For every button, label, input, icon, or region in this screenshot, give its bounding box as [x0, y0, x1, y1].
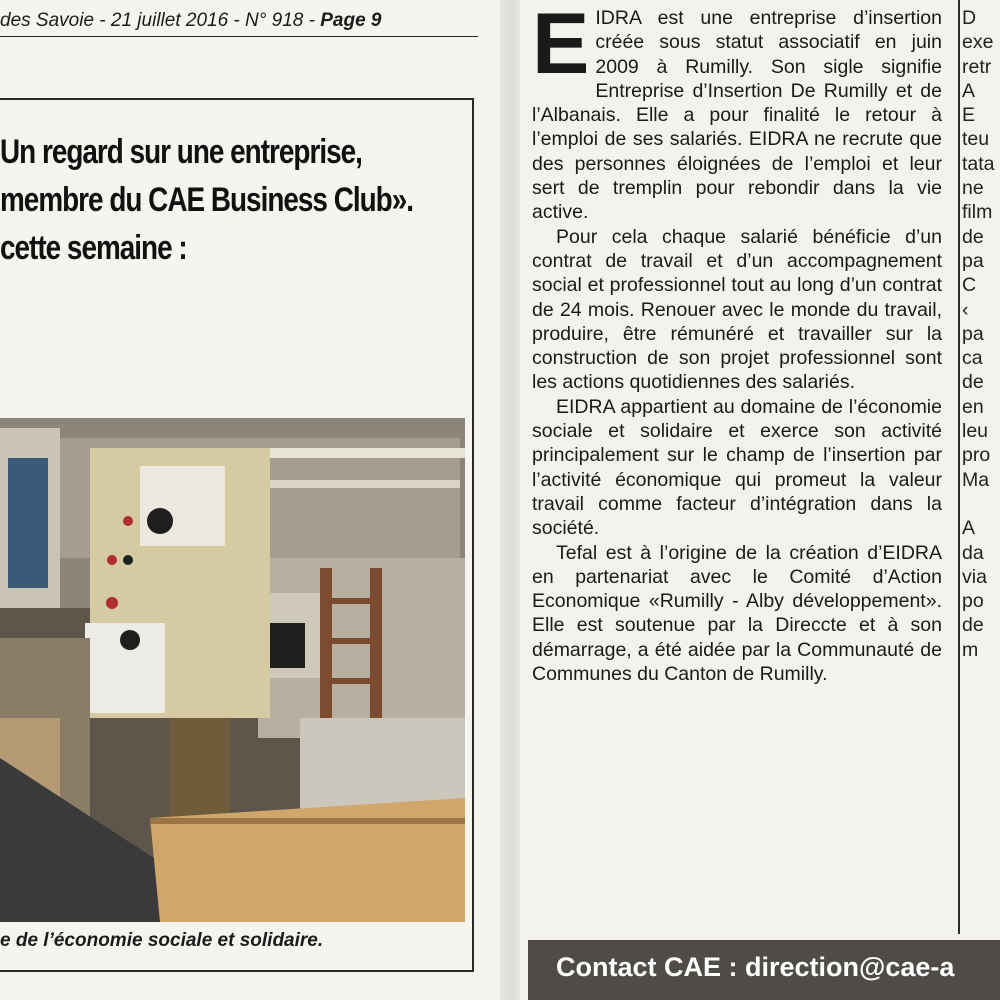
adjacent-line: en [962, 395, 984, 418]
article-paragraph-1-text: IDRA est une entreprise d’insertion créée sous statut associatif en juin 2009 à Rumilly. Son sigle signifie Entreprise d’Insertion De Rumilly et de l’Albanais. Elle a pour finalité le retour à l’emploi de ses salariés. EIDRA ne recrute que des personnes éloignées de l’emploi et leur sert de tremplin pour rebondir dans la vie active. [532, 7, 942, 224]
adjacent-line: tata [962, 152, 995, 175]
contact-banner [528, 940, 1000, 1000]
intro-title [0, 128, 413, 272]
adjacent-line: C [962, 274, 977, 297]
article-paragraph-1 [532, 0, 942, 225]
adjacent-line: po [962, 590, 984, 613]
article-paragraph-2: Pour cela chaque salarié bénéficie d’un contrat de travail et d’un accompagnement social et professionnel tout au long d’un contrat de 24 mois. Renouer avec le monde du travail, produire, être rémunéré et travailler sur la construction de son projet professionnel sont les actions quotidiennes des salariés. [532, 225, 942, 394]
adjacent-line: pa [962, 322, 984, 345]
contact-text: Contact CAE : direction@cae-a [556, 952, 955, 982]
adjacent-line: Ma [962, 468, 990, 491]
adjacent-line: film [962, 201, 993, 224]
header-page-number: Page 9 [320, 10, 382, 31]
page-header [0, 10, 478, 37]
workshop-photo [0, 418, 465, 922]
article-paragraph-3: EIDRA appartient au domaine de l’économie sociale et solidaire et exerce son activité principalement sur le champ de l’insertion par l’activité économique qui promeut la valeur travail comme facteur d’intégration dans la société. [532, 395, 942, 540]
adjacent-line: de [962, 225, 984, 248]
adjacent-column-fragment [962, 6, 1000, 662]
adjacent-line: D [962, 7, 977, 29]
page-gutter [500, 0, 520, 1000]
photo-caption: e de l’économie sociale et solidaire. [0, 930, 324, 951]
adjacent-line [962, 492, 1000, 516]
intro-line-3: cette semaine : [0, 229, 187, 267]
adjacent-line: E [962, 104, 976, 127]
article-body [532, 0, 942, 686]
adjacent-line: pa [962, 249, 984, 272]
adjacent-line: de [962, 614, 984, 637]
adjacent-line: pro [962, 444, 991, 467]
article-paragraph-4: Tefal est à l’origine de la création d’EIDRA en partenariat avec le Comité d’Action Economique «Rumilly - Alby développement». Elle est soutenue par la Direccte et à son démarrage, a été aidée par la Communauté de Communes du Canton de Rumilly. [532, 541, 942, 686]
intro-line-1: Un regard sur une entreprise, [0, 133, 362, 171]
drop-cap: E [532, 0, 590, 92]
adjacent-line: ne [962, 177, 984, 200]
adjacent-line: teu [962, 128, 990, 151]
workshop-photo-illustration [0, 418, 465, 922]
adjacent-line: retr [962, 55, 992, 78]
adjacent-line: A [962, 79, 976, 102]
adjacent-line: ca [962, 347, 983, 370]
adjacent-line: m [962, 638, 979, 661]
adjacent-line: leu [962, 420, 989, 443]
adjacent-line: exe [962, 31, 994, 54]
adjacent-line: via [962, 565, 987, 588]
header-publication: des Savoie - 21 juillet 2016 - N° 918 - [0, 10, 321, 31]
intro-line-2: membre du CAE Business Club». [0, 181, 413, 219]
adjacent-line: A [962, 517, 976, 540]
adjacent-line: da [962, 541, 984, 564]
adjacent-line: ‹ [962, 298, 969, 321]
adjacent-line: de [962, 371, 984, 394]
